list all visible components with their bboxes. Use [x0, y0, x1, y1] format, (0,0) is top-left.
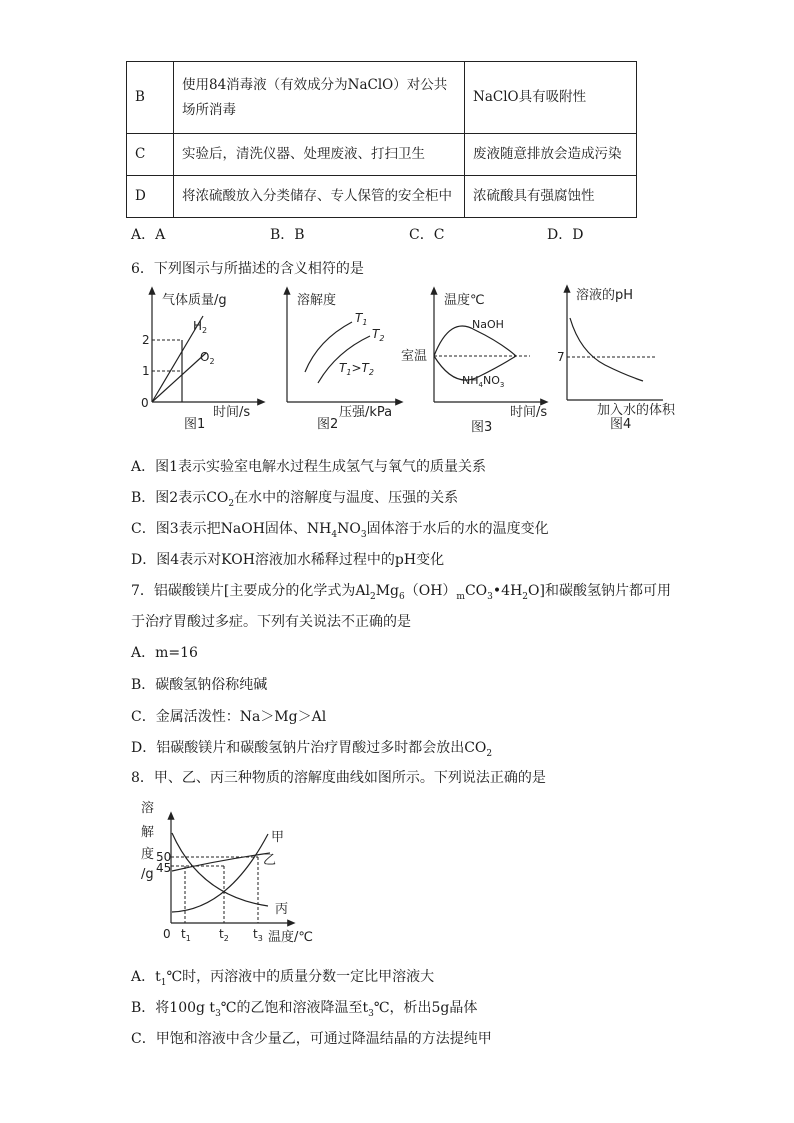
row-action-line: 场所消毒 [182, 101, 236, 118]
q7-option-a[interactable]: A．m=16 [131, 645, 198, 661]
fig2-xlabel: 压强/kPa [339, 405, 393, 420]
row-key: D [127, 176, 174, 218]
fig1-xlabel: 时间/s [213, 405, 251, 420]
option-text: D．图4表示对KOH溶液加水稀释过程中的pH变化 [131, 552, 445, 568]
q7-option-c[interactable]: C．金属活泼性：Na＞Mg＞Al [131, 709, 327, 725]
fig4-ylabel: 溶液的pH [576, 288, 634, 303]
q8-label-yi: 乙 [263, 853, 277, 868]
choice-a[interactable]: A．A [131, 227, 166, 243]
fig2-relation: $T_1>T_2$ [339, 361, 374, 377]
option-text: C．图3表示把NaOH固体、NH [131, 521, 332, 537]
q8-tick-t1: $t_1$ [181, 927, 191, 943]
fig2-t2-label: $T_2$ [372, 327, 385, 343]
q8-ylabel-4: /g [141, 867, 154, 882]
option-text: B．图2表示CO [131, 490, 229, 506]
row-reason: NaClO具有吸附性 [465, 62, 637, 134]
q8-tick-t3: $t_3$ [253, 927, 263, 943]
option-sub: 4 [331, 529, 338, 540]
fig3-xlabel: 时间/s [510, 405, 548, 420]
q7-stem-line2: 于治疗胃酸过多症。下列有关说法不正确的是 [131, 614, 411, 630]
row-action: 将浓硫酸放入分类储存、专人保管的安全柜中 [174, 176, 465, 218]
q8-option-b[interactable]: B．将100g $t_3℃$的乙饱和溶液降温至$t_3℃$，析出5g晶体 [131, 1000, 478, 1019]
row-key: B [127, 62, 174, 134]
choice-d[interactable]: D．D [547, 227, 584, 243]
fig1-tick-2: 2 [142, 333, 150, 347]
choice-c[interactable]: C．C [409, 227, 445, 243]
fig1-ylabel: 气体质量/g [162, 293, 227, 308]
q8-xlabel: 温度/℃ [268, 930, 313, 945]
row-reason: 废液随意排放会造成污染 [465, 134, 637, 176]
q8-option-c[interactable]: C．甲饱和溶液中含少量乙，可通过降温结晶的方法提纯甲 [131, 1031, 492, 1047]
q8-curve-yi [172, 853, 270, 871]
q8-tick-45: 45 [156, 861, 172, 875]
option-text: NO [337, 521, 361, 537]
option-text: A．图1表示实验室电解水过程生成氢气与氧气的质量关系 [131, 459, 487, 475]
choice-b[interactable]: B．B [270, 227, 305, 243]
q8-origin: 0 [163, 927, 171, 941]
fig1-origin: 0 [141, 396, 149, 410]
q7-option-b[interactable]: B．碳酸氢钠俗称纯碱 [131, 677, 268, 693]
fig3-caption: 图3 [471, 420, 493, 435]
fig2-caption: 图2 [317, 417, 339, 432]
fig4-caption: 图4 [610, 417, 632, 432]
option-text: 固体溶于水后的水的温度变化 [366, 521, 549, 537]
q6-stem: 6．下列图示与所描述的含义相符的是 [131, 261, 364, 277]
fig1-caption: 图1 [184, 417, 206, 432]
fig3-room-label: 室温 [401, 349, 428, 364]
q8-ylabel-1: 溶 [141, 801, 155, 816]
option-text: 在水中的溶解度与温度、压强的关系 [234, 490, 459, 506]
q8-label-jia: 甲 [271, 830, 285, 845]
fig3-naoh-label: NaOH [472, 318, 504, 331]
q8-stem: 8．甲、乙、丙三种物质的溶解度曲线如图所示。下列说法正确的是 [131, 770, 546, 786]
q8-ylabel-3: 度 [141, 847, 155, 862]
q8-label-bing: 丙 [275, 902, 289, 917]
q8-option-a[interactable]: A．$t_1℃$时，丙溶液中的质量分数一定比甲溶液大 [131, 969, 435, 988]
fig4-tick-7: 7 [557, 350, 565, 364]
row-key: C [127, 134, 174, 176]
option-sub: 3 [360, 529, 367, 540]
q7-stem-line1: 7．铝碳酸镁片[主要成分的化学式为$Al_2Mg_6(OH)_mCO_3•4H_2O$]和碳酸氢钠片都可用 [131, 583, 671, 602]
fig1-tick-1: 1 [142, 364, 150, 378]
q8-curve-jia [172, 834, 268, 912]
fig1-o2-label: $O_2$ [200, 350, 215, 366]
fig2-ylabel: 溶解度 [297, 293, 337, 308]
q8-tick-50: 50 [156, 850, 172, 864]
q8-tick-t2: $t_2$ [219, 927, 229, 943]
fig3-ylabel: 温度℃ [444, 293, 485, 308]
fig4-xlabel: 加入水的体积 [597, 403, 676, 418]
fig3-nh4no3-label: $NH_4NO_3$ [462, 374, 505, 389]
row-action-line: 使用84消毒液（有效成分为NaClO）对公共 [182, 76, 448, 93]
row-reason: 浓硫酸具有强腐蚀性 [465, 176, 637, 218]
q8-ylabel-2: 解 [141, 825, 155, 840]
fig2-t1-label: $T_1$ [355, 311, 368, 327]
fig1-h2-label: $H_2$ [193, 319, 208, 335]
q7-option-d[interactable]: D．铝碳酸镁片和碳酸氢钠片治疗胃酸过多时都会放出$CO_2$ [131, 740, 493, 759]
row-action: 实验后，清洗仪器、处理废液、打扫卫生 [174, 134, 465, 176]
option-sub: 2 [228, 498, 235, 509]
